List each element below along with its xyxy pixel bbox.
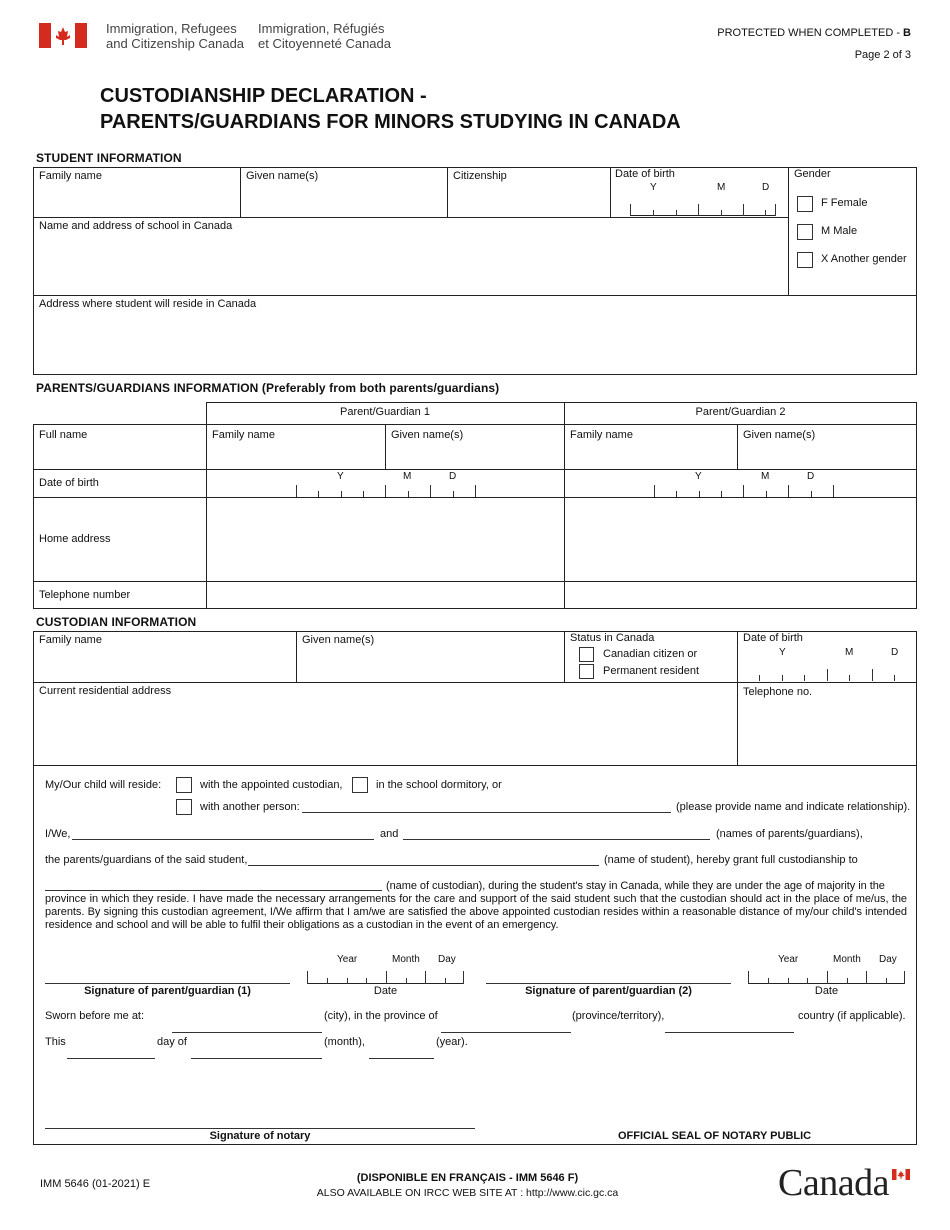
pg2-given-names-field[interactable]: Given name(s) <box>743 429 816 441</box>
gender-female-label: F Female <box>821 197 868 209</box>
name-student-label: (name of student), hereby grant full custodianship to <box>604 854 858 866</box>
custodian-dob-d: D <box>891 647 899 658</box>
month-line[interactable] <box>191 1058 322 1059</box>
sig2-year-label: Year <box>778 954 799 965</box>
custodian-dob-y: Y <box>779 647 786 658</box>
sig1-day-label: Day <box>438 954 456 965</box>
student-dob-input[interactable] <box>630 204 776 216</box>
pg1-home-address-field[interactable] <box>207 498 563 580</box>
sig2-line[interactable] <box>486 983 731 984</box>
reside-label: My/Our child will reside: <box>45 779 162 791</box>
student-dob-label: Date of birth <box>615 168 675 180</box>
notary-signature-label: Signature of notary <box>209 1130 311 1142</box>
sworn-label: Sworn before me at: <box>45 1010 145 1022</box>
pg2-dob-d: D <box>807 471 815 482</box>
sig2-date-label: Date <box>814 985 839 997</box>
pg1-dob-y: Y <box>337 471 344 482</box>
telephone-row-label: Telephone number <box>39 589 131 601</box>
province-line[interactable] <box>441 1032 571 1033</box>
pg1-header: Parent/Guardian 1 <box>340 406 430 418</box>
day-line[interactable] <box>67 1058 155 1059</box>
canada-wordmark <box>778 1163 913 1203</box>
canada-wordmark-text: Canada <box>778 1162 889 1204</box>
dept-name-en-1: Immigration, Refugees <box>106 21 237 36</box>
web-availability: ALSO AVAILABLE ON IRCC WEB SITE AT : http://www.cic.gc.ca <box>316 1187 619 1199</box>
city-label: (city), in the province of <box>324 1010 438 1022</box>
said-student-label: the parents/guardians of the said student, <box>45 854 248 866</box>
student-info-box <box>33 167 917 375</box>
home-address-row-label: Home address <box>39 533 111 545</box>
full-name-row-label: Full name <box>39 429 88 441</box>
sig1-date-input[interactable] <box>307 971 464 984</box>
form-id: IMM 5646 (01-2021) E <box>40 1178 151 1190</box>
pg1-family-name-field[interactable]: Family name <box>212 429 275 441</box>
sig1-date-label: Date <box>373 985 398 997</box>
reside-other-tail: (please provide name and indicate relationship). <box>676 801 911 813</box>
canada-flag-logo <box>39 23 87 48</box>
student-citizenship-field[interactable]: Citizenship <box>453 170 507 182</box>
sig2-label: Signature of parent/guardian (2) <box>525 985 692 997</box>
gender-another-label: X Another gender <box>821 253 907 265</box>
student-family-name-field[interactable]: Family name <box>39 170 102 182</box>
iwe-label: I/We, <box>45 828 71 840</box>
sig1-line[interactable] <box>45 983 290 984</box>
notary-signature-line[interactable] <box>45 1128 475 1129</box>
and-label: and <box>380 828 399 840</box>
status-pr-label: Permanent resident <box>603 665 699 677</box>
custodian-family-name-field[interactable]: Family name <box>39 634 102 646</box>
custodian-dob-input[interactable] <box>759 669 899 681</box>
student-name-line[interactable] <box>248 865 599 866</box>
student-gender-label: Gender <box>794 168 831 180</box>
parents-section-title: PARENTS/GUARDIANS INFORMATION (Preferably from both parents/guardians) <box>36 381 500 395</box>
gender-another-checkbox[interactable] <box>797 252 813 268</box>
gender-male-checkbox[interactable] <box>797 224 813 240</box>
this-label: This <box>45 1036 66 1048</box>
reside-dormitory-checkbox[interactable] <box>352 777 368 793</box>
reside-custodian-label: with the appointed custodian, <box>200 779 343 791</box>
country-line[interactable] <box>665 1032 794 1033</box>
pg2-family-name-field[interactable]: Family name <box>570 429 633 441</box>
reside-custodian-checkbox[interactable] <box>176 777 192 793</box>
dept-name-en-2: and Citizenship Canada <box>106 36 245 51</box>
parent1-name-line[interactable] <box>72 839 374 840</box>
pg1-dob-m: M <box>403 471 412 482</box>
declaration-paragraph: province in which they reside. I have made the necessary arrangements for the care and support of the said student such that the custodian should act in the place of me/us, the parents. By signing this custodian agreement, I/We affirm that I am/we are satisfied the above appointed custodian resides within a reasonable distance of my/our child's intended residence and school and will be able to fulfil their obligations as a custodian in the event of an emergency. <box>45 893 907 931</box>
status-citizen-label: Canadian citizen or <box>603 648 698 660</box>
student-section-title: STUDENT INFORMATION <box>36 151 182 165</box>
pg1-telephone-field[interactable] <box>207 582 563 608</box>
custodian-section-title: CUSTODIAN INFORMATION <box>36 615 197 629</box>
custodian-dob-label: Date of birth <box>743 632 803 644</box>
province-label: (province/territory), <box>572 1010 665 1022</box>
city-line[interactable] <box>172 1032 322 1033</box>
sig2-day-label: Day <box>879 954 897 965</box>
custodian-status-label: Status in Canada <box>570 632 655 644</box>
sig1-year-label: Year <box>337 954 358 965</box>
reside-other-checkbox[interactable] <box>176 799 192 815</box>
pg2-dob-input[interactable] <box>654 485 834 497</box>
pg2-header: Parent/Guardian 2 <box>695 406 786 418</box>
sig2-month-label: Month <box>833 954 861 965</box>
student-dob-d: D <box>762 182 770 193</box>
pg1-dob-d: D <box>449 471 457 482</box>
custodian-dob-m: M <box>845 647 854 658</box>
year-label: (year). <box>436 1036 468 1048</box>
pg1-dob-input[interactable] <box>296 485 476 497</box>
status-pr-checkbox[interactable] <box>579 664 594 679</box>
pg1-given-names-field[interactable]: Given name(s) <box>391 429 464 441</box>
sig2-date-input[interactable] <box>748 971 905 984</box>
custodian-address-field[interactable]: Current residential address <box>39 685 172 697</box>
reside-other-label: with another person: <box>200 801 300 813</box>
month-label: (month), <box>324 1036 365 1048</box>
french-availability: (DISPONIBLE EN FRANÇAIS - IMM 5646 F) <box>356 1172 579 1184</box>
parent-dob-row-label: Date of birth <box>39 477 99 489</box>
pg2-dob-m: M <box>761 471 770 482</box>
pg2-home-address-field[interactable] <box>565 498 916 580</box>
gender-female-checkbox[interactable] <box>797 196 813 212</box>
country-label: country (if applicable). <box>798 1010 906 1022</box>
student-dob-y: Y <box>650 182 657 193</box>
day-of-label: day of <box>157 1036 187 1048</box>
sig1-month-label: Month <box>392 954 420 965</box>
notary-seal-label: OFFICIAL SEAL OF NOTARY PUBLIC <box>618 1130 812 1142</box>
protected-notice <box>717 27 911 39</box>
custodian-name-line[interactable] <box>45 890 382 891</box>
gender-male-label: M Male <box>821 225 858 237</box>
dept-name-fr-1: Immigration, Réfugiés <box>258 21 385 36</box>
dept-name-fr-2: et Citoyenneté Canada <box>258 36 391 51</box>
wordmark-flag-icon <box>892 1169 910 1180</box>
year-line[interactable] <box>369 1058 434 1059</box>
pg2-telephone-field[interactable] <box>565 582 916 608</box>
status-citizen-checkbox[interactable] <box>579 647 594 662</box>
protected-level: B <box>903 27 911 39</box>
other-person-line[interactable] <box>302 812 671 813</box>
custodian-telephone-field[interactable]: Telephone no. <box>743 686 813 698</box>
student-dob-m: M <box>717 182 726 193</box>
student-given-names-field[interactable]: Given name(s) <box>246 170 319 182</box>
student-residence-field[interactable]: Address where student will reside in Canada <box>39 298 257 310</box>
names-parents-label: (names of parents/guardians), <box>716 828 863 840</box>
sig1-label: Signature of parent/guardian (1) <box>84 985 251 997</box>
name-custodian-label: (name of custodian), during the student's stay in Canada, while they are under the age of majority in the <box>386 880 885 892</box>
pg2-dob-y: Y <box>695 471 702 482</box>
form-title-line1: CUSTODIANSHIP DECLARATION - <box>100 85 427 107</box>
protected-text: PROTECTED WHEN COMPLETED - <box>717 27 904 39</box>
custodian-given-names-field[interactable]: Given name(s) <box>302 634 375 646</box>
reside-dormitory-label: in the school dormitory, or <box>376 779 502 791</box>
form-title-line2: PARENTS/GUARDIANS FOR MINORS STUDYING IN CANADA <box>100 111 681 133</box>
page-number: Page 2 of 3 <box>854 49 911 61</box>
parent2-name-line[interactable] <box>403 839 710 840</box>
student-school-field[interactable]: Name and address of school in Canada <box>39 220 233 232</box>
